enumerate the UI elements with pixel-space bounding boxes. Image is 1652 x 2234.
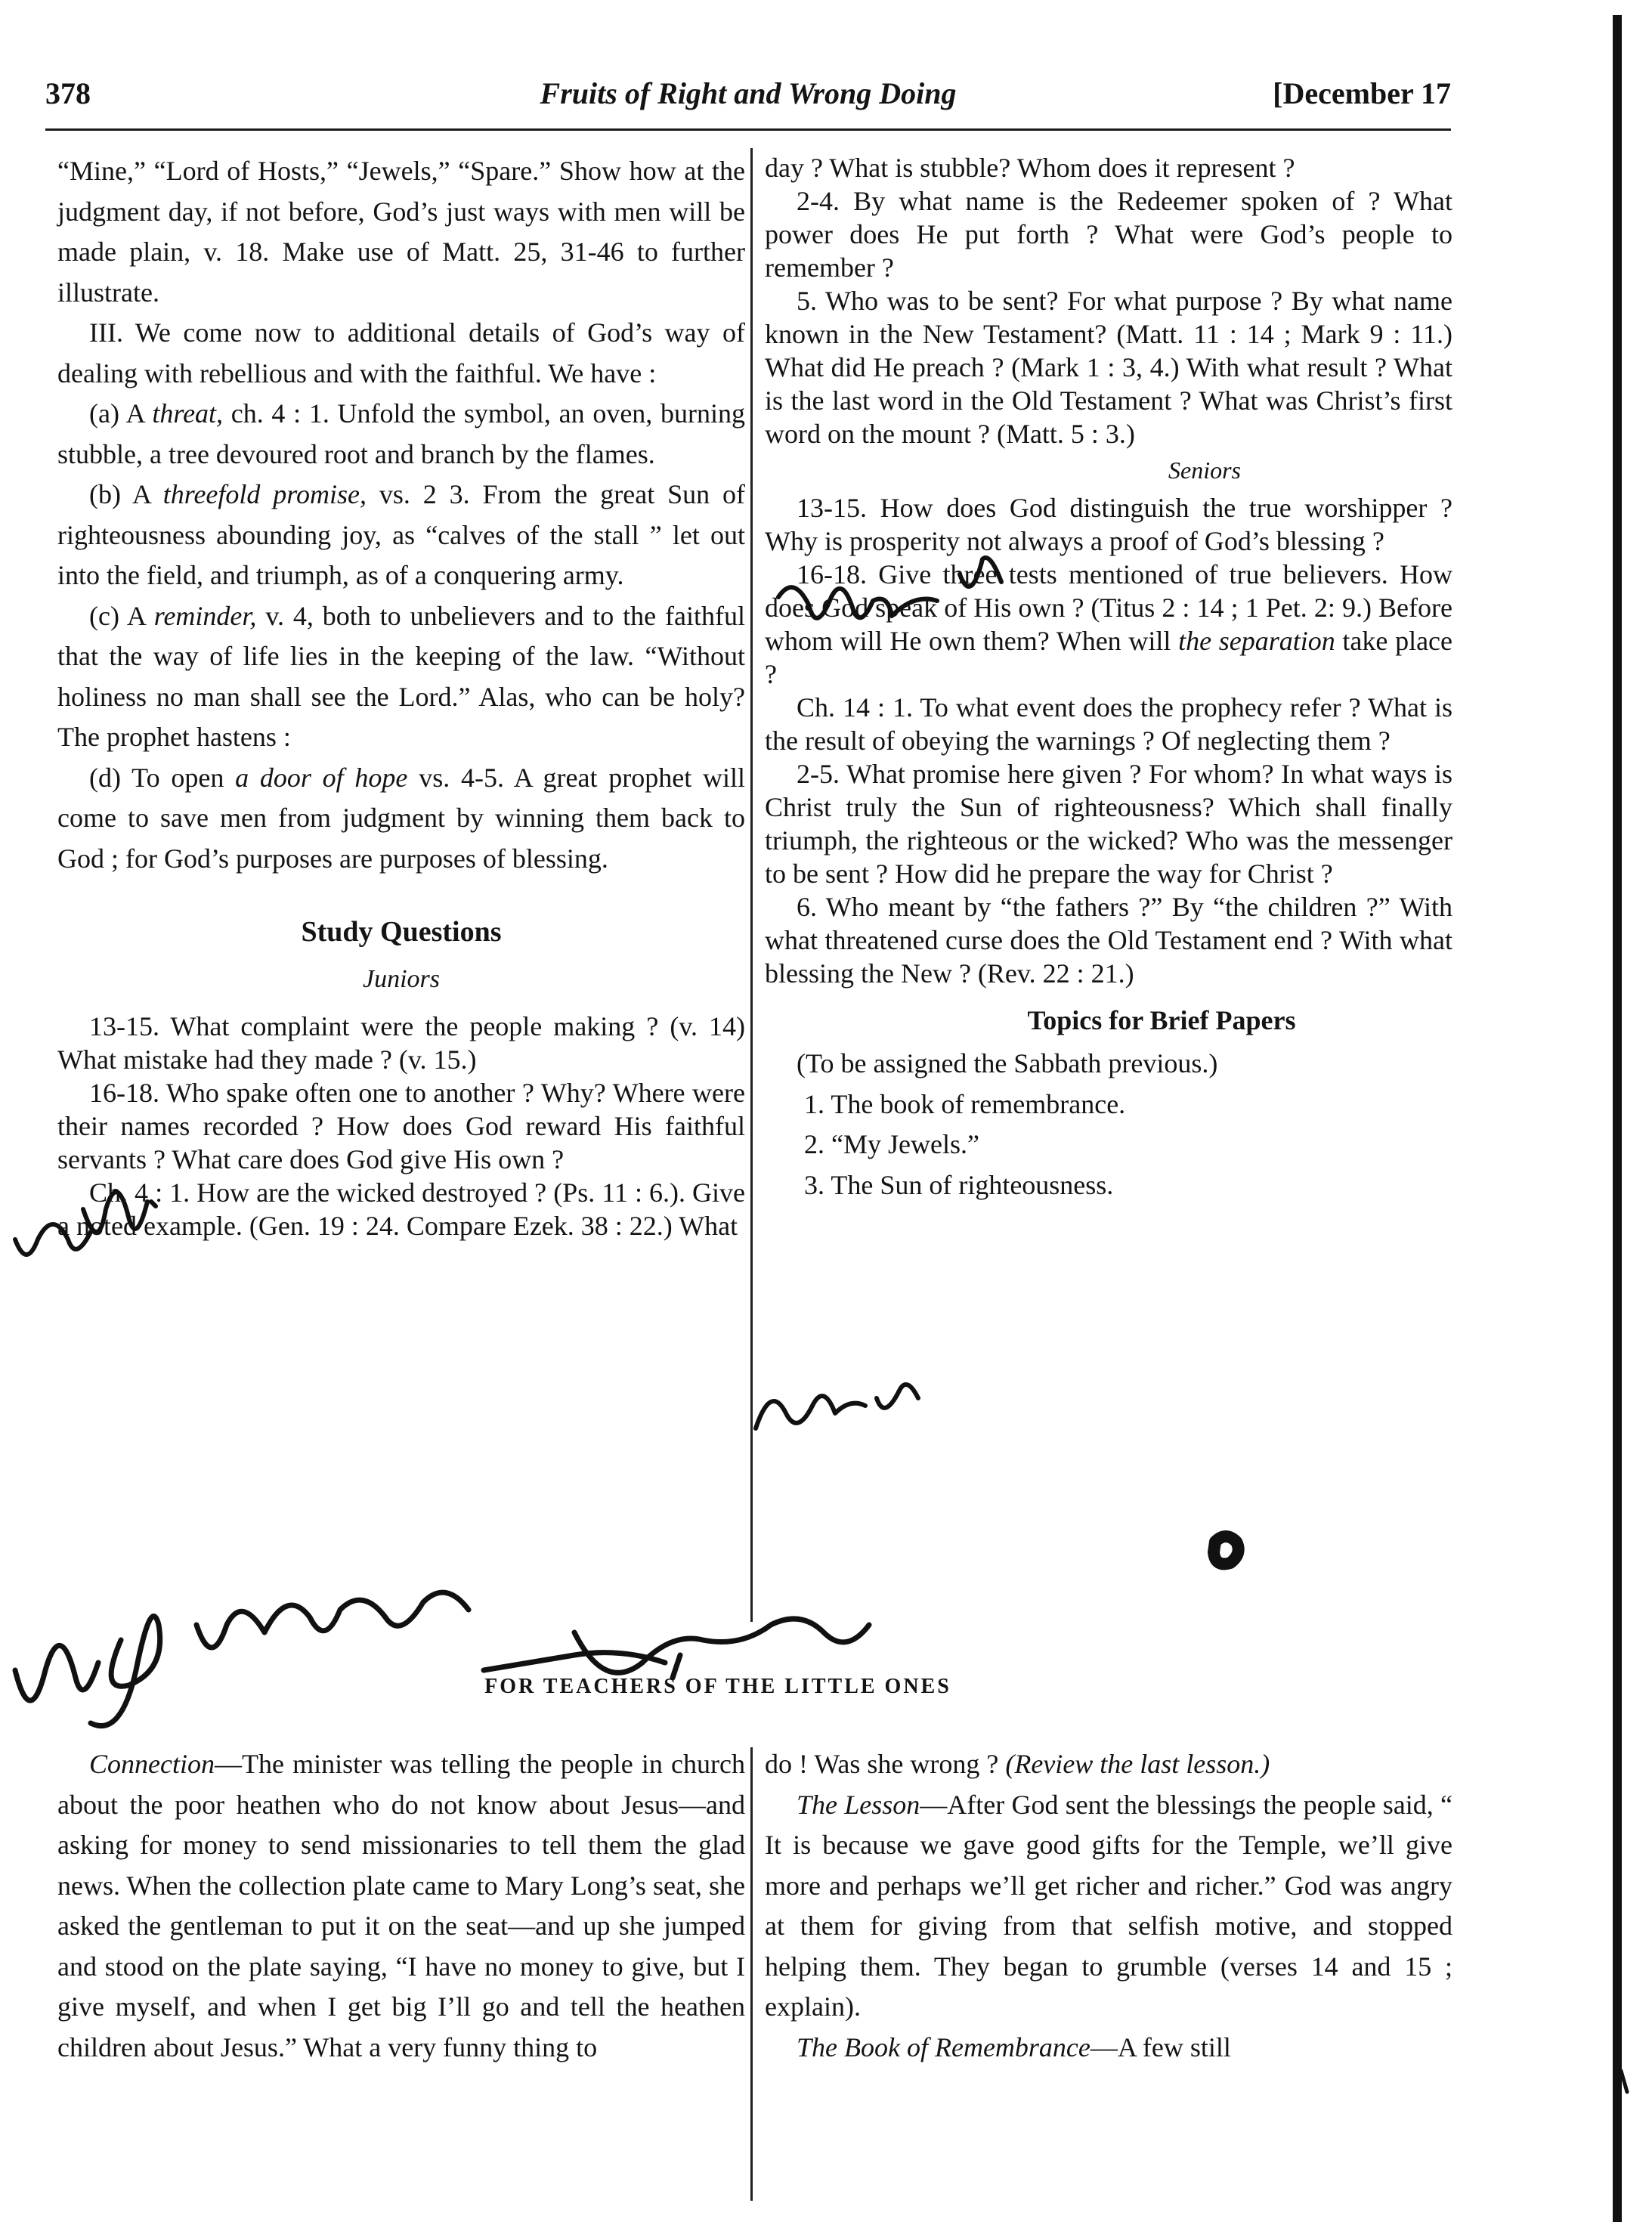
list-item: 3. The Sun of righteousness.	[804, 1169, 1114, 1200]
emphasis: the separation	[1178, 625, 1335, 656]
column-divider	[750, 148, 753, 1622]
list-item: 1. The book of remembrance.	[804, 1088, 1126, 1119]
topics-note: (To be assigned the Sabbath previous.)	[797, 1048, 1218, 1078]
page-number: 378	[45, 76, 91, 110]
emphasis: (Review the last lesson.)	[1005, 1749, 1270, 1779]
header-rule	[45, 128, 1451, 131]
running-header	[45, 76, 1451, 121]
emphasis: threat,	[152, 398, 224, 429]
column-divider	[750, 1747, 753, 2201]
question: 5. Who was to be sent? For what purpose ? By what name known in the New Testament? (Matt. 11 : 14 ; Mark 9 : 11.) What did He preach ? (Mark 1 : 3, 4.) With what result ? What is the last word in the Old Testament ? What was Christ’s first word on the mount ? (Matt. 5 : 3.)	[765, 286, 1452, 449]
question: day ? What is stubble? Whom does it represent ?	[765, 153, 1295, 183]
section-heading: Topics for Brief Papers	[1027, 1004, 1296, 1035]
page-edge-shadow	[1613, 15, 1622, 2222]
question: 16-18. Who spake often one to another ? Why? Where were their names recorded ? How does God reward His faithful servants ? What care does God give His own ?	[57, 1078, 745, 1174]
paragraph: III. We come now to additional details of God’s way of dealing with rebellious and with the faithful. We have :	[57, 317, 745, 388]
question: 2-4. By what name is the Redeemer spoken of ? What power does He put forth ? What were God’s people to remember ?	[765, 186, 1452, 283]
bottom-right-column	[765, 1744, 1452, 2068]
section-band: FOR TEACHERS OF THE LITTLE ONES	[484, 1675, 951, 1698]
list-item: 2. “My Jewels.”	[804, 1129, 979, 1159]
emphasis: The Lesson	[797, 1789, 920, 1820]
subheading-seniors: Seniors	[1168, 456, 1241, 484]
header-date: [December 17	[1273, 76, 1451, 110]
question: 16-18. Give three tests mentioned of true believers. How does God speak of His own ? (Titus 2 : 14 ; 1 Pet. 2: 9.) Before whom will He own them? When will the separation take place ?	[765, 558, 1453, 689]
question: 13-15. How does God distinguish the true worshipper ? Why is prosperity not always a proof of God’s blessing ?	[765, 492, 1452, 556]
handwriting-scribble	[756, 1385, 918, 1428]
subheading-juniors: Juniors	[363, 964, 440, 993]
question: Ch. 14 : 1. To what event does the prophecy refer ? What is the result of obeying the warnings ? Of neglecting them ?	[765, 692, 1452, 756]
bottom-left-column	[57, 1744, 745, 2068]
paragraph: (c) A reminder, v. 4, both to unbelievers and to the faithful that the way of life lies in the keeping of the law. “Without holiness no man shall see the Lord.” Alas, who can be holy? The prophet hastens :	[57, 600, 746, 752]
emphasis: a door of hope	[235, 762, 408, 793]
running-title: Fruits of Right and Wrong Doing	[540, 76, 957, 110]
paragraph: (a) A threat, ch. 4 : 1. Unfold the symbol, an oven, burning stubble, a tree devoured root and branch by the flames.	[57, 398, 745, 469]
paragraph: do ! Was she wrong ? (Review the last lesson.)	[765, 1749, 1270, 1779]
handwriting-signature	[15, 1592, 869, 1725]
emphasis: Connection	[89, 1749, 215, 1779]
paragraph: “Mine,” “Lord of Hosts,” “Jewels,” “Spare.” Show how at the judgment day, if not before, God’s just ways with men will be made plain, v. 18. Make use of Matt. 25, 31-46 to further illustrate.	[57, 156, 745, 308]
paragraph: (d) To open a door of hope vs. 4-5. A great prophet will come to save men from judgment by winning them back to God ; for God’s purposes are purposes of blessing.	[57, 762, 745, 874]
left-column	[57, 151, 745, 1242]
emphasis: reminder,	[153, 600, 257, 631]
question: Ch. 4 : 1. How are the wicked destroyed ? (Ps. 11 : 6.). Give a noted example. (Gen. 19 : 24. Compare Ezek. 38 : 22.) What	[57, 1177, 745, 1241]
paragraph: Connection—The minister was telling the people in church about the poor heathen who do not know about Jesus—and asking for money to send missionaries to tell them the glad news. When the collection plate came to Mary Long’s seat, she asked the gentleman to put it on the seat—and up she jumped and stood on the plate saying, “I have no money to give, but I give myself, and when I get big I’ll go and tell the heathen children about Jesus.” What a very funny thing to	[57, 1749, 745, 2062]
emphasis: threefold promise,	[162, 479, 367, 509]
question: 13-15. What complaint were the people making ? (v. 14) What mistake had they made ? (v. 15.)	[57, 1011, 745, 1075]
right-column	[765, 151, 1452, 1205]
section-heading: Study Questions	[301, 916, 502, 948]
paragraph: (b) A threefold promise, vs. 2 3. From the great Sun of righteousness abounding joy, as “calves of the stall ” let out into the field, and triumph, as of a conquering army.	[57, 479, 745, 590]
ink-blot	[1214, 1536, 1239, 1564]
question: 6. Who meant by “the fathers ?” By “the children ?” With what threatened curse does the Old Testament end ? With what blessing the New ? (Rev. 22 : 21.)	[765, 891, 1452, 989]
paragraph: The Book of Remembrance—A few still	[797, 2031, 1231, 2062]
emphasis: The Book of Remembrance	[797, 2031, 1091, 2062]
paragraph: The Lesson—After God sent the blessings the people said, “ It is because we gave good gifts for the Temple, we’ll give more and perhaps we’ll get richer and richer.” God was angry at them for giving from that selfish motive, and stopped helping them. They began to grumble (verses 14 and 15 ; explain).	[765, 1789, 1452, 2022]
question: 2-5. What promise here given ? For whom? In what ways is Christ truly the Sun of righteousness? Which shall finally triumph, the righteous or the wicked? Who was the messenger to be sent ? How did he prepare the way for Christ ?	[765, 758, 1452, 889]
